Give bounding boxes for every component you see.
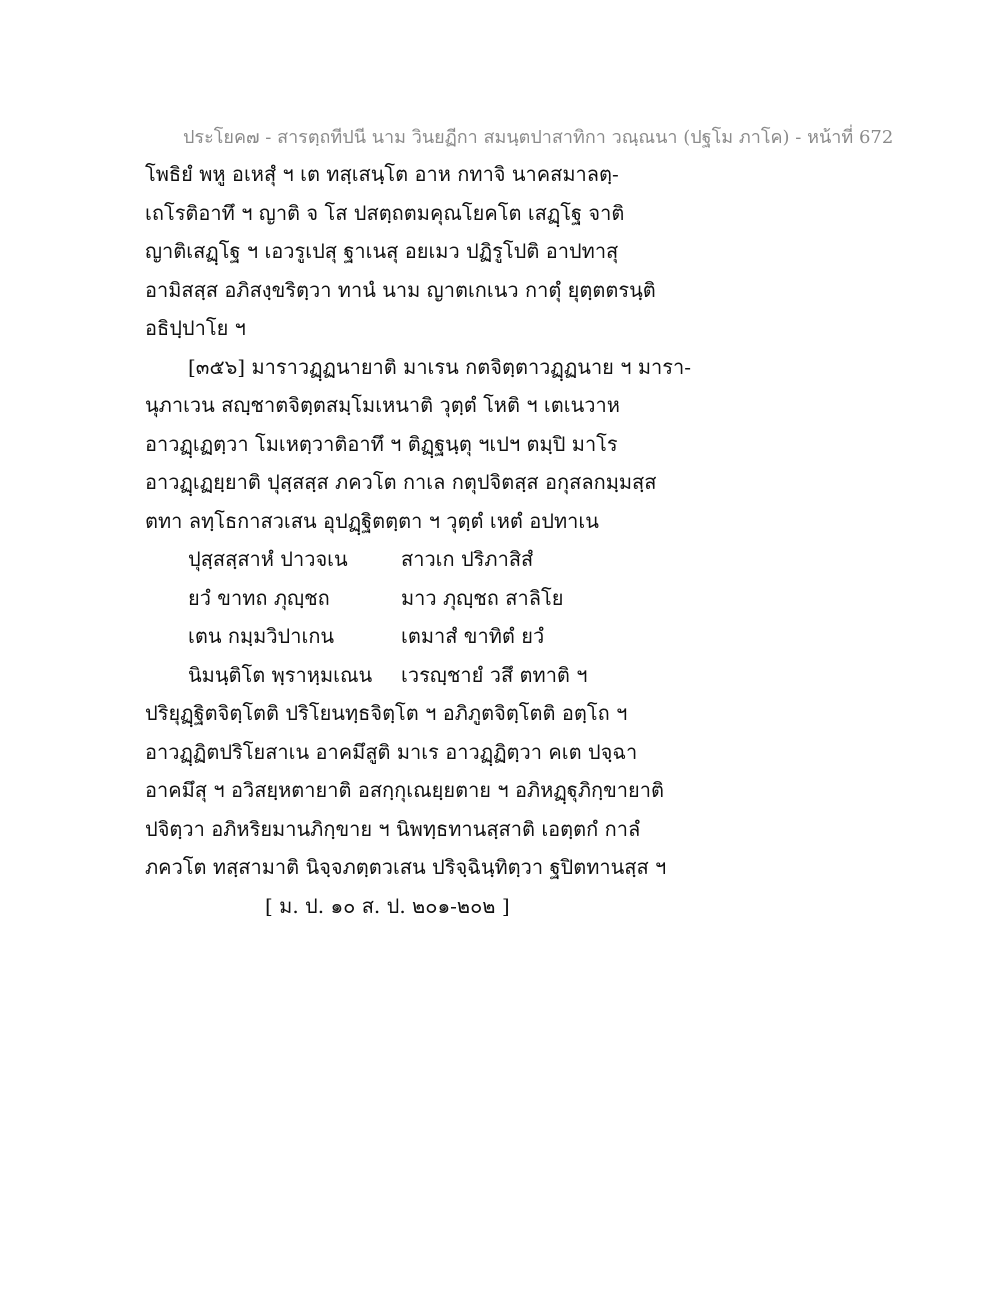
verse-left: นิมนฺติโต พฺราหฺมเณน bbox=[188, 662, 373, 687]
text-line: อาวฏฺฏิตปริโยสาเน อาคมึสูติ มาเร อาวฏฺฏิตฺวา คเต ปจฺฉา bbox=[145, 739, 638, 764]
text-line: อาวฏฺเฏยฺยาติ ปุสฺสสฺส ภควโต กาเล กตุปจิตสฺส อกุสลกมฺมสฺส bbox=[145, 470, 657, 494]
text-line: ภควโต ทสฺสามาติ นิจฺจภตฺตวเสน ปริจฺฉินฺทิตฺวา ฐปิตทานสฺส ฯ bbox=[145, 855, 667, 879]
verse-right: เตมาสํ ขาทิตํ ยวํ bbox=[401, 624, 545, 648]
text-line: อธิปฺปาโย ฯ bbox=[145, 316, 246, 340]
page-header: ประโยค๗ - สารตฺถทีปนี นาม วินยฏีกา สมนฺตปาสาทิกา วณฺณนา (ปฐโม ภาโค) - หน้าที่ 672 bbox=[183, 127, 894, 148]
text-line: ญาติเสฏฺโฐ ฯ เอวรูเปสุ ฐาเนสุ อยเมว ปฏิรูโปติ อาปทาสุ bbox=[145, 239, 619, 263]
text-line: นุภาเวน สญฺชาตจิตฺตสมฺโมเหนาติ วุตฺตํ โหติ ฯ เตเนวาห bbox=[145, 393, 620, 417]
text-line: อาคมึสุ ฯ อวิสยฺหตายาติ อสกฺกุเณยฺยตาย ฯ อภิหฏฺฐุภิกฺขายาติ bbox=[145, 778, 664, 802]
verse-left: เตน กมฺมวิปาเกน bbox=[188, 624, 335, 648]
text-line: ปริยุฏฺฐิตจิตฺโตติ ปริโยนทฺธจิตฺโต ฯ อภิภูตจิตฺโตติ อตฺโถ ฯ bbox=[145, 701, 628, 725]
verse-right: เวรญฺชายํ วสึ ตทาติ ฯ bbox=[401, 662, 588, 687]
citation-reference: [ ม. ป. ๑๐ ส. ป. ๒๐๑-๒๐๒ ] bbox=[265, 893, 510, 918]
verse-right: มาว ภุญฺชถ สาลิโย bbox=[401, 585, 564, 610]
verse-left: ยวํ ขาทถ ภุญฺชถ bbox=[188, 585, 330, 610]
verse-line bbox=[145, 579, 865, 618]
verse-right: สาวเก ปริภาสิสํ bbox=[401, 547, 534, 571]
verse-line bbox=[145, 656, 865, 695]
text-line: [๓๕๖] มาราวฏฺฏนายาติ มาเรน กตจิตฺตาวฏฺฏนาย ฯ มารา- bbox=[188, 354, 691, 379]
text-line: ปจิตฺวา อภิหริยมานภิกฺขาย ฯ นิพทฺธทานสฺสาติ เอตฺตกํ กาลํ bbox=[145, 816, 641, 841]
verse-line bbox=[145, 540, 865, 579]
text-line: ตทา ลทฺโธกาสวเสน อุปฏฺฐิตตฺตา ฯ วุตฺตํ เหตํ อปทาเน bbox=[145, 508, 599, 533]
text-line: เถโรติอาทึ ฯ ญาติ จ โส ปสตฺถตมคุณโยคโต เสฏฺโฐ จาติ bbox=[145, 200, 625, 225]
verse-left: ปุสฺสสฺสาหํ ปาวจเน bbox=[188, 547, 348, 571]
text-line: โพธิยํ พหู อเหสุํ ฯ เต ทสฺเสนฺโต อาห กทาจิ นาคสมาลตฺ- bbox=[145, 162, 619, 186]
page-body bbox=[145, 155, 865, 925]
text-line: อามิสสฺส อภิสงฺขริตฺวา ทานํ นาม ญาตเกเนว กาตุํ ยุตฺตตรนฺติ bbox=[145, 277, 656, 302]
verse-line bbox=[145, 617, 865, 656]
text-line: อาวฏฺเฏตฺวา โมเหตฺวาติอาทึ ฯ ติฏฺฐนฺตุ ฯเปฯ ตมฺปิ มาโร bbox=[145, 431, 618, 456]
